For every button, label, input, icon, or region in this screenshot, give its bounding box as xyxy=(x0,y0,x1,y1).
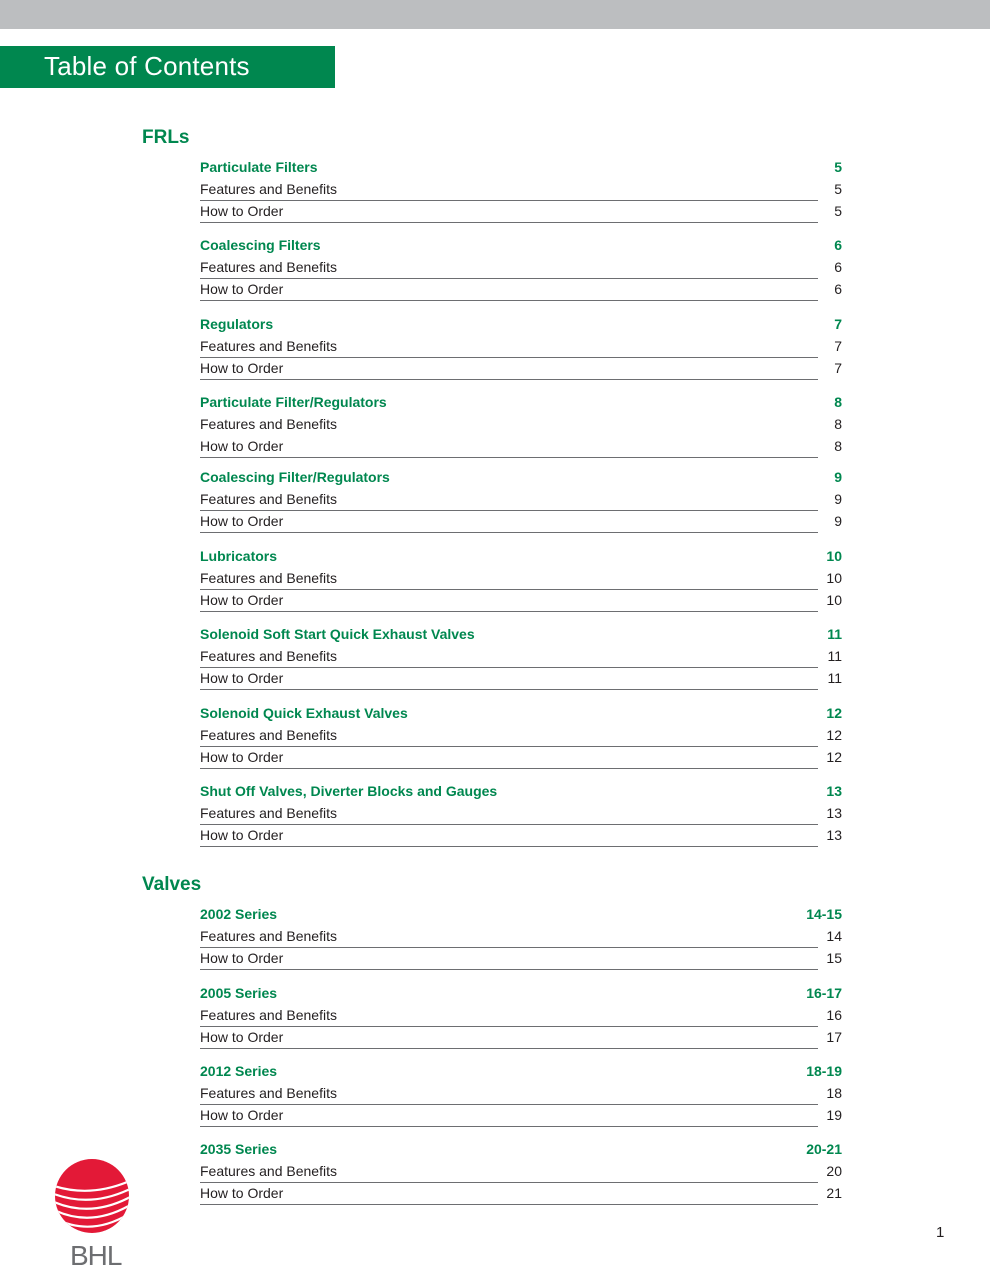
toc-sub-label[interactable]: Features and Benefits xyxy=(200,491,337,507)
section-heading-frls: FRLs xyxy=(142,127,190,148)
toc-entry-title-row[interactable] xyxy=(200,780,842,802)
toc-sub-page: 6 xyxy=(834,281,842,297)
toc-entry-title-row[interactable] xyxy=(200,234,842,256)
toc-sub-page: 5 xyxy=(834,203,842,219)
toc-sub-label[interactable]: How to Order xyxy=(200,1107,284,1123)
divider-rule xyxy=(200,768,818,769)
toc-sub-row[interactable] xyxy=(200,178,842,200)
toc-sub-row[interactable] xyxy=(200,1104,842,1126)
toc-entry-page: 11 xyxy=(827,626,842,642)
toc-sub-page: 12 xyxy=(826,749,842,765)
divider-rule xyxy=(200,689,818,690)
toc-sub-row[interactable] xyxy=(200,488,842,510)
logo-wordmark: BHL xyxy=(70,1240,122,1271)
toc-entry-title-row[interactable] xyxy=(200,702,842,724)
toc-sub-label[interactable]: How to Order xyxy=(200,950,284,966)
toc-sub-label[interactable]: How to Order xyxy=(200,1185,284,1201)
toc-sub-label[interactable]: Features and Benefits xyxy=(200,727,337,743)
section-heading-valves: Valves xyxy=(142,874,202,895)
toc-entry-title[interactable]: Shut Off Valves, Diverter Blocks and Gauges xyxy=(200,783,498,799)
toc-sub-label[interactable]: Features and Benefits xyxy=(200,928,337,944)
toc-sub-row[interactable] xyxy=(200,746,842,768)
toc-sub-label[interactable]: Features and Benefits xyxy=(200,1007,337,1023)
toc-sub-label[interactable]: Features and Benefits xyxy=(200,570,337,586)
toc-sub-row[interactable] xyxy=(200,947,842,969)
toc-sub-label[interactable]: Features and Benefits xyxy=(200,1163,337,1179)
toc-sub-label[interactable]: Features and Benefits xyxy=(200,259,337,275)
toc-sub-page: 7 xyxy=(834,338,842,354)
toc-sub-row[interactable] xyxy=(200,413,842,435)
toc-entry[interactable] xyxy=(200,545,842,611)
toc-entry[interactable] xyxy=(200,156,842,222)
toc-sub-page: 6 xyxy=(834,259,842,275)
toc-sub-row[interactable] xyxy=(200,278,842,300)
toc-entry-title-row[interactable] xyxy=(200,466,842,488)
toc-entry-page: 6 xyxy=(834,237,842,253)
divider-rule xyxy=(200,1204,818,1205)
toc-sub-label[interactable]: How to Order xyxy=(200,827,284,843)
toc-sub-page: 16 xyxy=(826,1007,842,1023)
toc-entry-title[interactable]: Coalescing Filter/Regulators xyxy=(200,469,390,485)
toc-entry-page: 18-19 xyxy=(806,1063,842,1079)
toc-entry-title[interactable]: Coalescing Filters xyxy=(200,237,321,253)
toc-entry-title-row[interactable] xyxy=(200,1138,842,1160)
toc-sub-page: 10 xyxy=(826,570,842,586)
toc-entry-title-row[interactable] xyxy=(200,623,842,645)
toc-entry-page: 16-17 xyxy=(806,985,842,1001)
divider-rule xyxy=(200,611,818,612)
divider-rule xyxy=(200,222,818,223)
toc-sub-page: 17 xyxy=(826,1029,842,1045)
toc-entry-title[interactable]: Particulate Filter/Regulators xyxy=(200,394,387,410)
toc-sub-page: 5 xyxy=(834,181,842,197)
divider-rule xyxy=(200,379,818,380)
toc-sub-row[interactable] xyxy=(200,567,842,589)
toc-sub-page: 9 xyxy=(834,513,842,529)
toc-sub-label[interactable]: Features and Benefits xyxy=(200,1085,337,1101)
toc-entry-title-row[interactable] xyxy=(200,1060,842,1082)
logo-sphere xyxy=(55,1159,129,1233)
toc-entry[interactable] xyxy=(200,391,842,457)
toc-sub-page: 13 xyxy=(826,827,842,843)
toc-entry[interactable] xyxy=(200,313,842,379)
toc-entry[interactable] xyxy=(200,780,842,846)
toc-sub-label[interactable]: Features and Benefits xyxy=(200,648,337,664)
toc-sub-row[interactable] xyxy=(200,510,842,532)
toc-sub-row[interactable] xyxy=(200,589,842,611)
toc-sub-row[interactable] xyxy=(200,667,842,689)
toc-entry-title[interactable]: Lubricators xyxy=(200,548,278,564)
toc-entry[interactable] xyxy=(200,234,842,300)
toc-sub-label[interactable]: How to Order xyxy=(200,281,284,297)
toc-sub-page: 8 xyxy=(834,416,842,432)
toc-sub-page: 13 xyxy=(826,805,842,821)
toc-entry[interactable] xyxy=(200,466,842,532)
toc-sub-row[interactable] xyxy=(200,200,842,222)
toc-sub-page: 20 xyxy=(826,1163,842,1179)
toc-entry-page: 10 xyxy=(826,548,842,564)
toc-sub-label[interactable]: Features and Benefits xyxy=(200,181,337,197)
toc-sub-page: 10 xyxy=(826,592,842,608)
toc-entry[interactable] xyxy=(200,903,842,969)
toc-sub-label[interactable]: How to Order xyxy=(200,438,284,454)
toc-sub-row[interactable] xyxy=(200,1026,842,1048)
toc-entry-title[interactable]: Solenoid Quick Exhaust Valves xyxy=(200,705,408,721)
toc-sub-row[interactable] xyxy=(200,335,842,357)
divider-rule xyxy=(200,1126,818,1127)
toc-entry-page: 20-21 xyxy=(806,1141,842,1157)
toc-entry-title-row[interactable] xyxy=(200,156,842,178)
toc-entry-page: 9 xyxy=(834,469,842,485)
toc-entry-title-row[interactable] xyxy=(200,903,842,925)
toc-sub-page: 19 xyxy=(826,1107,842,1123)
toc-entry-title[interactable]: Particulate Filters xyxy=(200,159,318,175)
toc-entry-title[interactable]: 2012 Series xyxy=(200,1063,278,1079)
toc-sub-row[interactable] xyxy=(200,1182,842,1204)
toc-sub-row[interactable] xyxy=(200,357,842,379)
divider-rule xyxy=(200,1048,818,1049)
divider-rule xyxy=(200,532,818,533)
toc-sub-row[interactable] xyxy=(200,1160,842,1182)
toc-sub-row[interactable] xyxy=(200,1082,842,1104)
toc-entry[interactable] xyxy=(200,1060,842,1126)
toc-entry-title-row[interactable] xyxy=(200,313,842,335)
toc-sub-label[interactable]: How to Order xyxy=(200,360,284,376)
toc-entry-title[interactable]: Regulators xyxy=(200,316,274,332)
toc-entry-page: 14-15 xyxy=(806,906,842,922)
divider-rule xyxy=(200,969,818,970)
toc-sub-label[interactable]: How to Order xyxy=(200,592,284,608)
toc-entry[interactable] xyxy=(200,702,842,768)
toc-entry-title[interactable]: Solenoid Soft Start Quick Exhaust Valves xyxy=(200,626,475,642)
divider-rule xyxy=(200,457,818,458)
toc-sub-row[interactable] xyxy=(200,256,842,278)
top-gray-bar xyxy=(0,0,990,29)
toc-sub-label[interactable]: Features and Benefits xyxy=(200,416,337,432)
toc-entry-title-row[interactable] xyxy=(200,391,842,413)
page-number: 1 xyxy=(936,1224,945,1241)
toc-sub-label[interactable]: Features and Benefits xyxy=(200,338,337,354)
toc-sub-page: 11 xyxy=(827,670,842,686)
page-title-banner xyxy=(0,46,335,88)
toc-entry[interactable] xyxy=(200,1138,842,1204)
toc-entry-page: 8 xyxy=(834,394,842,410)
toc-entry-title[interactable]: 2005 Series xyxy=(200,985,278,1001)
toc-sub-row[interactable] xyxy=(200,435,842,457)
toc-sub-label[interactable]: Features and Benefits xyxy=(200,805,337,821)
toc-sub-row[interactable] xyxy=(200,802,842,824)
page-title: Table of Contents xyxy=(44,51,250,81)
toc-sub-page: 21 xyxy=(826,1185,842,1201)
toc-sub-label[interactable]: How to Order xyxy=(200,203,284,219)
toc-entry-page: 5 xyxy=(834,159,842,175)
divider-rule xyxy=(200,846,818,847)
toc-entry-title[interactable]: 2002 Series xyxy=(200,906,278,922)
divider-rule xyxy=(200,300,818,301)
toc-entry-title[interactable]: 2035 Series xyxy=(200,1141,278,1157)
toc-sub-label[interactable]: How to Order xyxy=(200,1029,284,1045)
toc-sub-page: 8 xyxy=(834,438,842,454)
toc-sub-page: 18 xyxy=(826,1085,842,1101)
toc-sub-page: 12 xyxy=(826,727,842,743)
toc-sub-page: 15 xyxy=(826,950,842,966)
toc-sub-page: 7 xyxy=(834,360,842,376)
toc-entry[interactable] xyxy=(200,623,842,689)
toc-sub-row[interactable] xyxy=(200,724,842,746)
toc-sub-page: 14 xyxy=(826,928,842,944)
toc-sub-page: 9 xyxy=(834,491,842,507)
toc-entry-title-row[interactable] xyxy=(200,982,842,1004)
toc-entry-page: 12 xyxy=(826,705,842,721)
toc-sub-label[interactable]: How to Order xyxy=(200,513,284,529)
toc-sub-row[interactable] xyxy=(200,645,842,667)
toc-sub-row[interactable] xyxy=(200,925,842,947)
toc-entry-page: 13 xyxy=(826,783,842,799)
toc-entry-page: 7 xyxy=(834,316,842,332)
toc-entry[interactable] xyxy=(200,982,842,1048)
toc-sub-label[interactable]: How to Order xyxy=(200,749,284,765)
toc-sub-label[interactable]: How to Order xyxy=(200,670,284,686)
toc-sub-page: 11 xyxy=(827,648,842,664)
toc-sub-row[interactable] xyxy=(200,1004,842,1026)
toc-sub-row[interactable] xyxy=(200,824,842,846)
toc-entry-title-row[interactable] xyxy=(200,545,842,567)
